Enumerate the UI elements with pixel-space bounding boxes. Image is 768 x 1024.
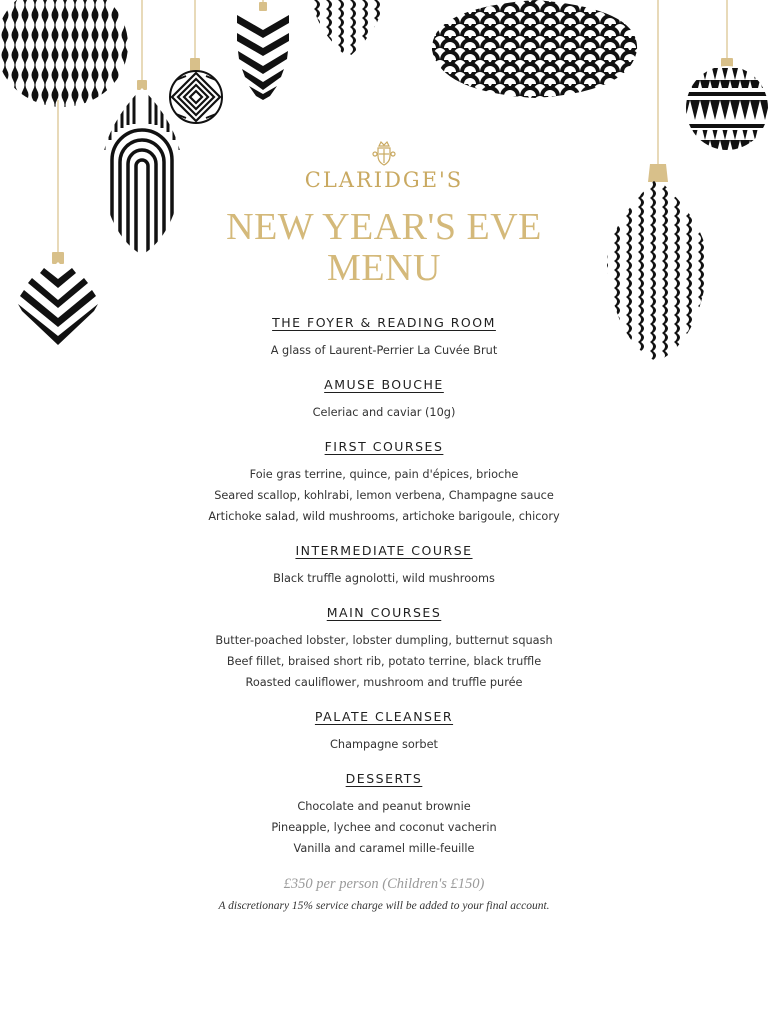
brand-name: CLARIDGE'S bbox=[304, 168, 464, 192]
menu-item: Seared scallop, kohlrabi, lemon verbena, Champagne sauce bbox=[214, 489, 554, 502]
section-heading: AMUSE BOUCHE bbox=[324, 377, 444, 392]
page-title bbox=[0, 207, 768, 289]
menu-section bbox=[0, 707, 768, 769]
menu-item: Champagne sorbet bbox=[330, 738, 438, 751]
section-heading: DESSERTS bbox=[345, 771, 423, 786]
menu-item: Roasted cauliflower, mushroom and truffle purée bbox=[245, 676, 523, 689]
section-heading: PALATE CLEANSER bbox=[314, 709, 454, 724]
menu-section bbox=[0, 541, 768, 603]
royal-crest-icon bbox=[372, 140, 396, 168]
menu-item: Beef fillet, braised short rib, potato terrine, black truffle bbox=[226, 655, 542, 668]
menu-item: Black truffle agnolotti, wild mushrooms bbox=[273, 572, 495, 585]
price-line: £350 per person (Children's £150) bbox=[283, 876, 485, 892]
menu-item: Butter-poached lobster, lobster dumpling, butternut squash bbox=[215, 634, 553, 647]
menu-item: Chocolate and peanut brownie bbox=[297, 800, 471, 813]
menu-item: Celeriac and caviar (10g) bbox=[312, 406, 456, 419]
section-heading: MAIN COURSES bbox=[326, 605, 442, 620]
menu-item: Artichoke salad, wild mushrooms, artichoke barigoule, chicory bbox=[208, 510, 560, 523]
section-heading: FIRST COURSES bbox=[324, 439, 444, 454]
menu-section bbox=[0, 603, 768, 707]
section-heading: THE FOYER & READING ROOM bbox=[272, 315, 496, 330]
section-heading: INTERMEDIATE COURSE bbox=[295, 543, 473, 558]
menu-section bbox=[0, 437, 768, 541]
service-charge-note: A discretionary 15% service charge will be added to your final account. bbox=[218, 900, 550, 912]
menu-item: A glass of Laurent-Perrier La Cuvée Brut bbox=[270, 344, 498, 357]
menu-section bbox=[0, 769, 768, 873]
brand-header bbox=[0, 140, 768, 192]
menu-item: Foie gras terrine, quince, pain d'épices, brioche bbox=[249, 468, 519, 481]
title-line-1: NEW YEAR'S EVE bbox=[226, 206, 542, 248]
menu-item: Pineapple, lychee and coconut vacherin bbox=[271, 821, 497, 834]
title-line-2: MENU bbox=[327, 247, 441, 289]
menu-section bbox=[0, 375, 768, 437]
menu-section bbox=[0, 313, 768, 375]
menu-sections bbox=[0, 313, 768, 873]
menu-item: Vanilla and caramel mille-feuille bbox=[293, 842, 475, 855]
